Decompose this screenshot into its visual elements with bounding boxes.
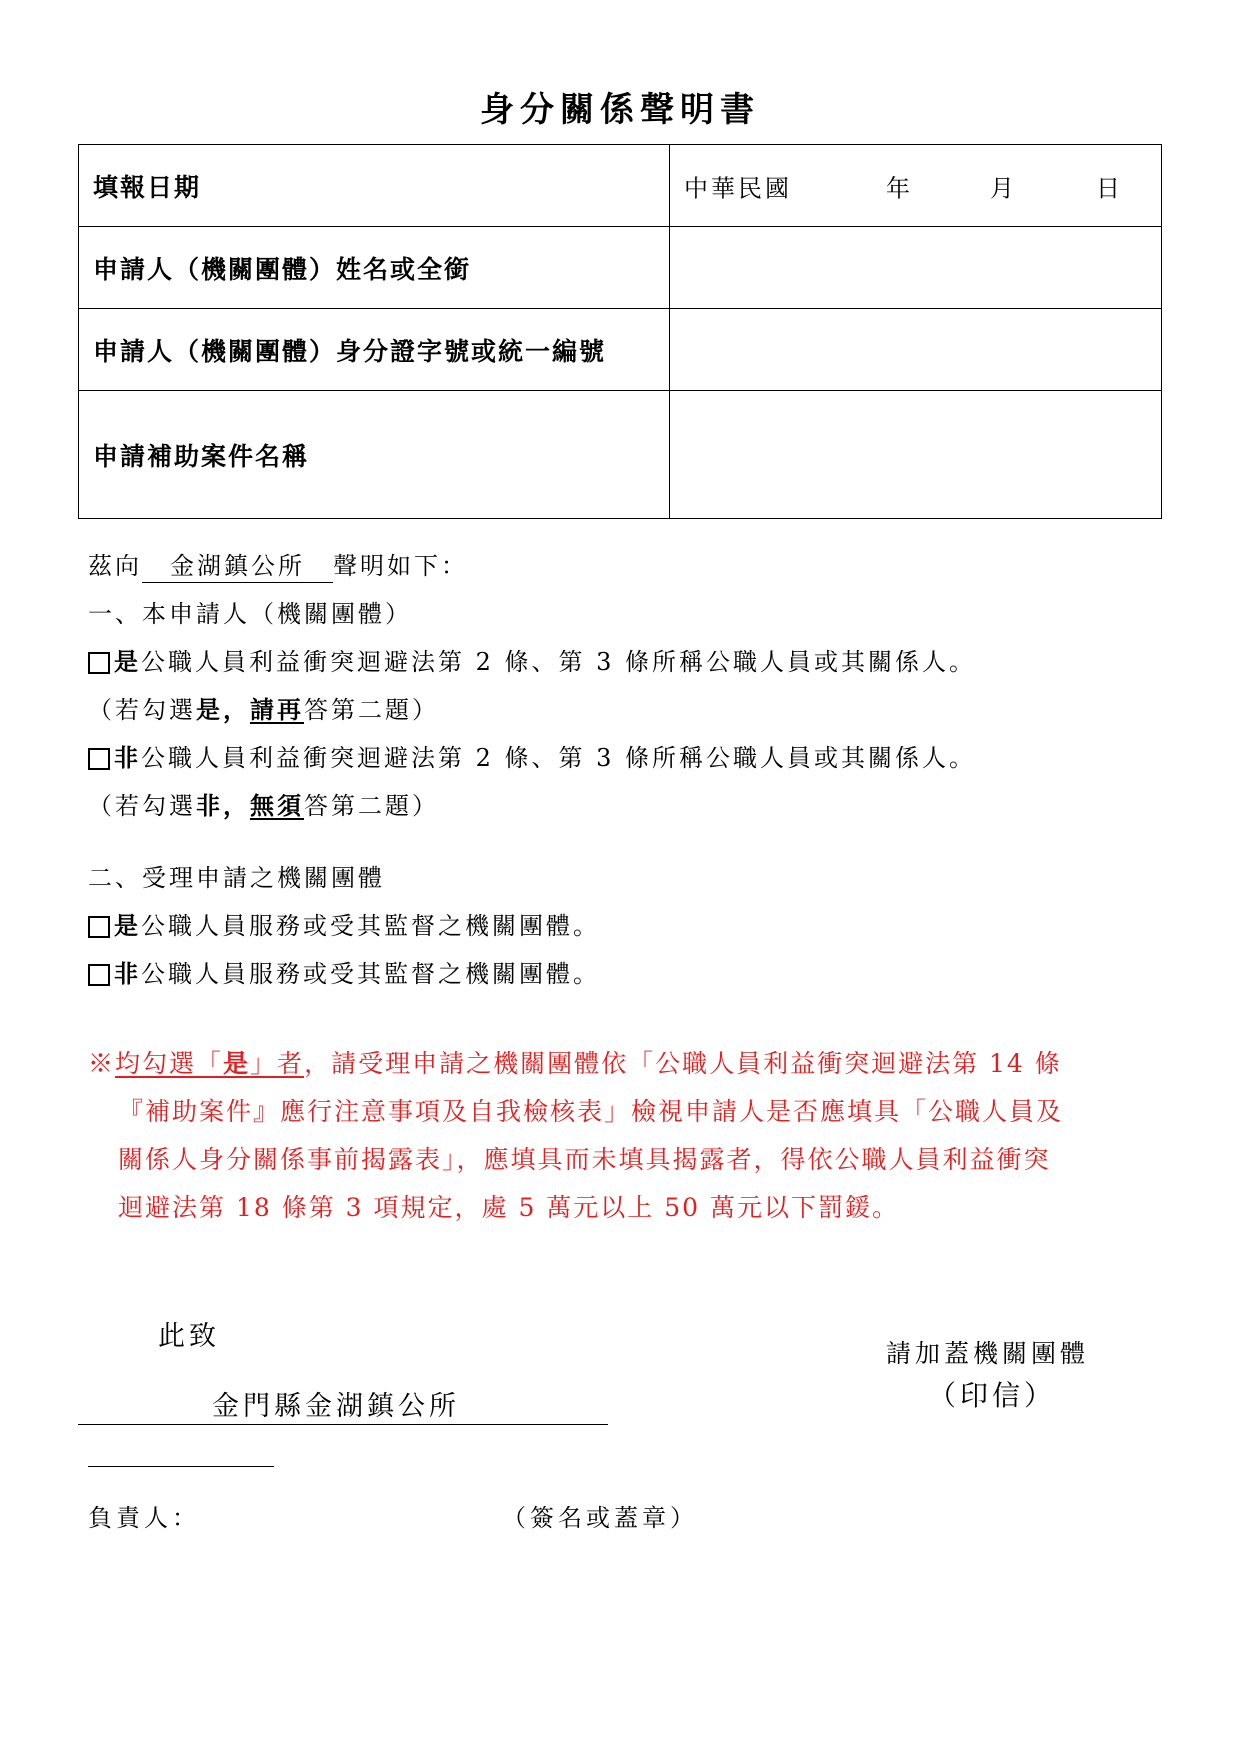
option-text: 公職人員服務或受其監督之機關團體。 bbox=[141, 912, 600, 940]
yes-word: 是 bbox=[114, 912, 141, 940]
label-applicant-id: 申請人（機關團體）身分證字號或統一編號 bbox=[79, 309, 670, 391]
warning-line1-rest: ，請受理申請之機關團體依「公職人員利益衝突迴避法第 14 條 bbox=[304, 1049, 1062, 1078]
case-name-field[interactable] bbox=[670, 391, 1162, 519]
note-emphasis: 請再 bbox=[250, 696, 304, 724]
warning-lead-a: 均勾選「 bbox=[115, 1049, 224, 1078]
date-year: 年 bbox=[886, 174, 913, 202]
declaration-suffix: 聲明如下： bbox=[333, 552, 468, 580]
seal-note: 請加蓋機關團體 bbox=[886, 1339, 1090, 1368]
info-table bbox=[78, 144, 1162, 519]
warning-lead-word: 是 bbox=[223, 1049, 251, 1078]
table-row bbox=[79, 145, 1162, 227]
warning-line3: 關係人身分關係事前揭露表」，應填具而未填具揭露者，得依公職人員利益衝突 bbox=[118, 1145, 1051, 1174]
declaration-prefix: 茲向 bbox=[88, 552, 142, 580]
note-emphasis: 無須 bbox=[250, 792, 304, 820]
salutation: 此致 bbox=[158, 1321, 220, 1352]
applicant-name-field[interactable] bbox=[670, 227, 1162, 309]
signature-rule bbox=[88, 1466, 274, 1467]
seal-label: （印信） bbox=[928, 1379, 1057, 1412]
section2-no-checkbox[interactable] bbox=[88, 964, 110, 986]
option-text: 公職人員服務或受其監督之機關團體。 bbox=[141, 960, 600, 988]
section1-option-yes bbox=[88, 642, 976, 677]
note-word: 是 bbox=[196, 696, 223, 724]
warning-line4: 迴避法第 18 條第 3 項規定，處 5 萬元以上 50 萬元以下罰鍰。 bbox=[118, 1193, 900, 1222]
section1-no-checkbox[interactable] bbox=[88, 748, 110, 770]
table-row bbox=[79, 309, 1162, 391]
date-month: 月 bbox=[990, 174, 1017, 202]
section1-yes-checkbox[interactable] bbox=[88, 652, 110, 674]
page-title: 身分關係聲明書 bbox=[480, 90, 760, 130]
section2-option-no bbox=[88, 954, 600, 989]
section2-heading: 二、受理申請之機關團體 bbox=[88, 864, 385, 892]
recipient-rule bbox=[78, 1424, 608, 1425]
option-text: 公職人員利益衝突迴避法第 2 條、第 3 條所稱公職人員或其關係人。 bbox=[141, 648, 977, 676]
section1-note-yes bbox=[88, 690, 439, 725]
section2-option-yes bbox=[88, 906, 600, 941]
option-text: 公職人員利益衝突迴避法第 2 條、第 3 條所稱公職人員或其關係人。 bbox=[141, 744, 977, 772]
recipient: 金門縣金湖鎮公所 bbox=[212, 1391, 460, 1422]
warning-mark: ※ bbox=[88, 1049, 116, 1078]
responsible-label: 負責人： bbox=[88, 1504, 200, 1532]
warning-line2: 『補助案件』應行注意事項及自我檢核表」檢視申請人是否應填具「公職人員及 bbox=[118, 1097, 1064, 1126]
note-open: （若勾選 bbox=[88, 792, 196, 820]
warning-lead-b: 」者 bbox=[250, 1049, 305, 1078]
applicant-id-field[interactable] bbox=[670, 309, 1162, 391]
report-date-field[interactable] bbox=[670, 145, 1162, 227]
label-case-name: 申請補助案件名稱 bbox=[79, 391, 670, 519]
section1-option-no bbox=[88, 738, 976, 773]
declaration-agency: 金湖鎮公所 bbox=[142, 552, 333, 583]
label-applicant-name: 申請人（機關團體）姓名或全銜 bbox=[79, 227, 670, 309]
section2-yes-checkbox[interactable] bbox=[88, 916, 110, 938]
label-report-date: 填報日期 bbox=[79, 145, 670, 227]
note-word: 非 bbox=[196, 792, 223, 820]
no-word: 非 bbox=[114, 960, 141, 988]
note-comma: ， bbox=[223, 696, 250, 724]
section1-note-no bbox=[88, 786, 439, 821]
date-day: 日 bbox=[1096, 174, 1123, 202]
table-row bbox=[79, 391, 1162, 519]
signature-note: （簽名或蓋章） bbox=[502, 1504, 698, 1532]
declaration-line bbox=[88, 546, 468, 583]
note-rest: 答第二題） bbox=[304, 792, 439, 820]
yes-word: 是 bbox=[114, 648, 141, 676]
date-era: 中華民國 bbox=[684, 174, 792, 202]
note-rest: 答第二題） bbox=[304, 696, 439, 724]
section1-heading: 一、本申請人（機關團體） bbox=[88, 600, 412, 628]
warning-note bbox=[88, 1040, 1166, 1232]
no-word: 非 bbox=[114, 744, 141, 772]
note-open: （若勾選 bbox=[88, 696, 196, 724]
table-row bbox=[79, 227, 1162, 309]
note-comma: ， bbox=[223, 792, 250, 820]
